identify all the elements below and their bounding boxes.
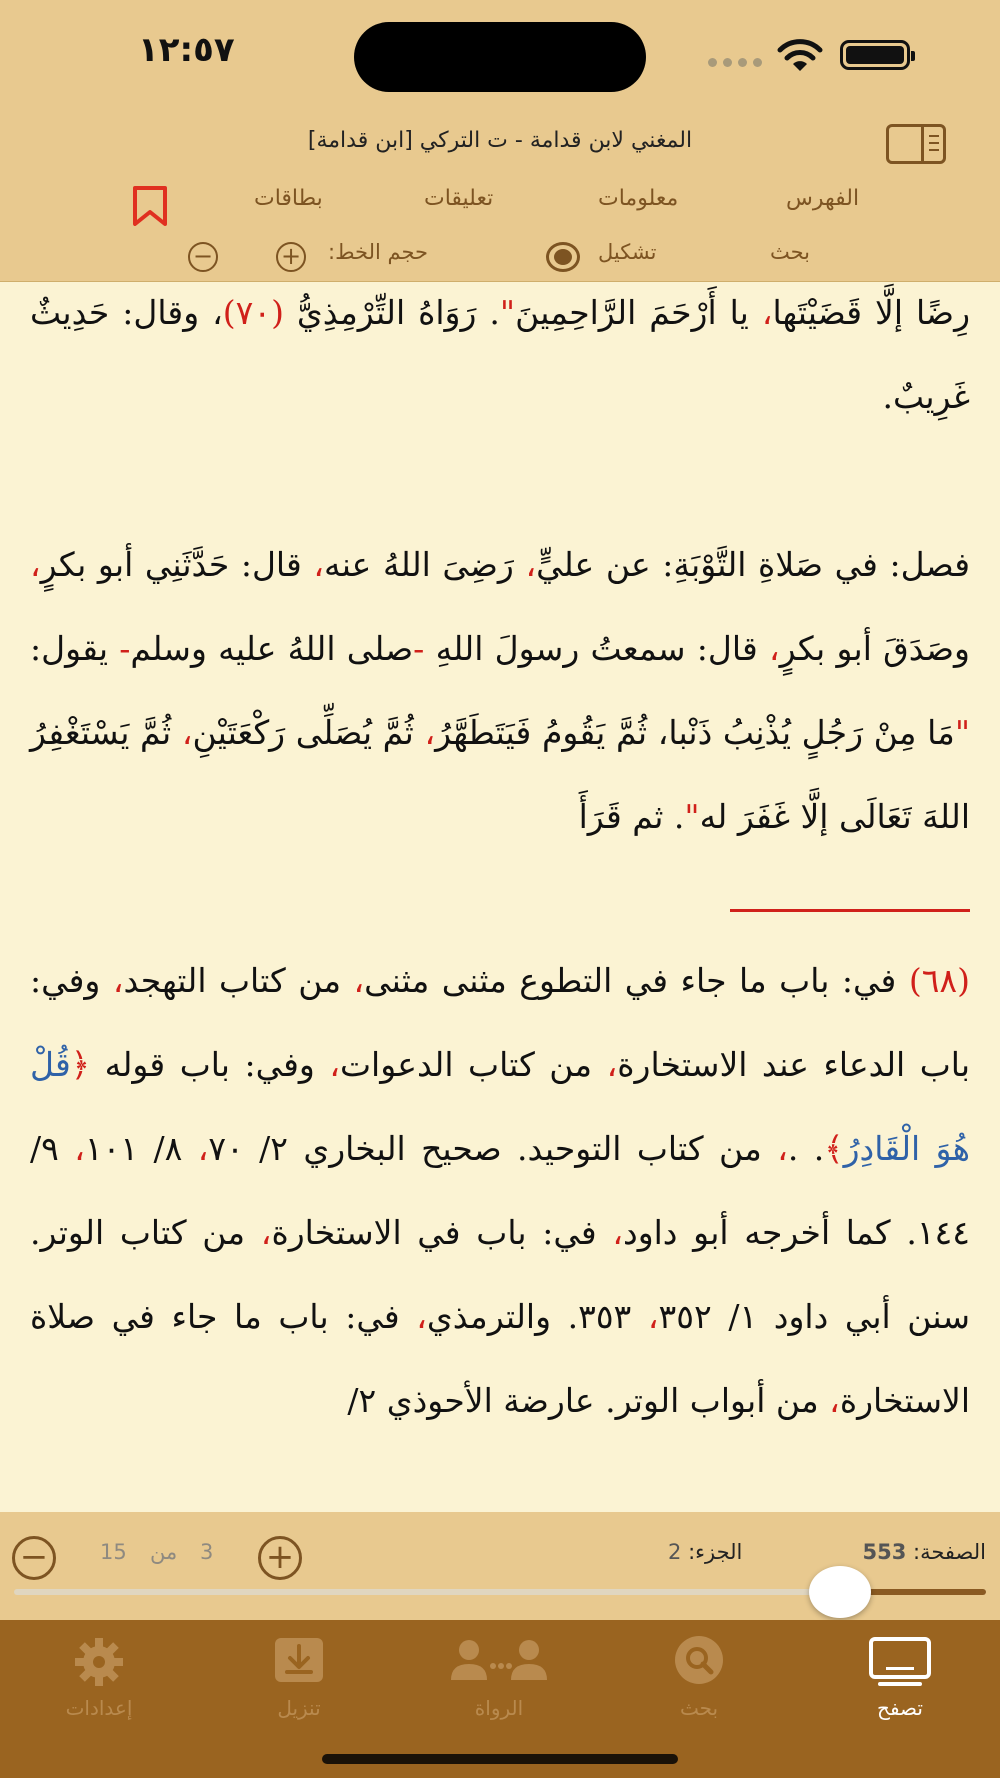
home-indicator	[322, 1754, 678, 1764]
range-current: 3	[200, 1540, 214, 1564]
search-icon	[671, 1636, 727, 1688]
nav-info[interactable]: معلومات	[598, 186, 679, 211]
diacritics-toggle[interactable]	[546, 242, 580, 272]
tab-narrators-label: الرواة	[474, 1696, 524, 1720]
diacritics-label: تشكيل	[598, 240, 657, 264]
tab-browse-label: تصفح	[877, 1696, 923, 1720]
part-label: الجزء: 2	[668, 1540, 743, 1564]
footnote-number: (٦٨)	[908, 961, 971, 1000]
tab-download-label: تنزيل	[277, 1696, 321, 1720]
range-total: 15	[100, 1540, 127, 1564]
part-number: 2	[668, 1540, 682, 1564]
status-bar	[0, 0, 1000, 110]
tab-search[interactable]	[634, 1636, 764, 1720]
tab-bar	[0, 1620, 1000, 1778]
nav-index[interactable]: الفهرس	[786, 186, 860, 211]
next-part-button[interactable]: +	[258, 1536, 302, 1580]
settings-gear-icon	[73, 1636, 125, 1688]
download-icon	[273, 1636, 325, 1688]
range-of: من	[150, 1540, 178, 1564]
browse-icon	[868, 1636, 932, 1688]
nav-cards[interactable]: بطاقات	[254, 186, 323, 211]
page-label: الصفحة: 553	[862, 1540, 986, 1564]
tab-browse[interactable]	[835, 1636, 965, 1720]
book-title: المغني لابن قدامة - ت التركي [ابن قدامة]	[307, 128, 693, 153]
dynamic-island	[354, 22, 646, 92]
paragraph-2: فصل: في صَلاةِ التَّوْبَةِ: عن عليٍّ، رَضِىَ اللهُ عنه، قال: حَدَّثَنِي أبو بكرٍ، وصَدَقَ أبو بكرٍ، قال: سمعتُ رسولَ اللهِ -صلى اللهُ عليه وسلم- يقول: "مَا مِنْ رَجُلٍ يُذْنِبُ ذَنْبا، ثُمَّ يَقُومُ فَيَتَطَهَّرُ، ثُمَّ يُصَلِّى رَكْعَتَيْنِ، ثُمَّ يَسْتَغْفِرُ اللهَ تَعَالَى إلَّا غَفَرَ له". ثم قَرَأَ	[30, 545, 971, 836]
tools-row	[0, 240, 1000, 276]
cellular-signal-icon	[708, 58, 762, 67]
footnote: (٦٨) في: باب ما جاء في التطوع مثنى مثنى، من كتاب التهجد، وفي: باب الدعاء عند الاستخارة، من كتاب الدعوات، وفي: باب قوله ﴿قُلْ هُوَ الْقَادِرُ﴾. .، من كتاب التوحيد. صحيح البخاري ٢/ ٧٠، ٨/ ١٠١، ٩/ ١٤٤. كما أخرجه أبو داود، في: باب في الاستخارة، من كتاب الوتر. سنن أبي داود ١/ ٣٥٢، ٣٥٣. والترمذي، في: باب ما جاء في صلاة الاستخارة، من أبواب الوتر. عارضة الأحوذي ٢/	[30, 961, 971, 1420]
tab-download[interactable]	[234, 1636, 364, 1720]
tab-settings[interactable]	[34, 1636, 164, 1720]
font-size-label: حجم الخط:	[328, 240, 428, 264]
reader-content	[0, 283, 1000, 1512]
font-decrease-button[interactable]: −	[188, 242, 218, 272]
nav-comments[interactable]: تعليقات	[424, 186, 494, 211]
font-increase-button[interactable]: +	[276, 242, 306, 272]
paragraph-1: رِضًا إلَّا قَضَيْتَها، يا أَرْحَمَ الرَّاحِمِينَ". رَوَاهُ التِّرْمِذِيُّ (٧٠)، وقال: حَدِيثٌ غَرِيبٌ.	[30, 293, 971, 416]
tab-search-label: بحث	[679, 1696, 719, 1720]
header	[0, 0, 1000, 282]
battery-icon	[840, 40, 910, 70]
quran-quote: قُلْ هُوَ الْقَادِرُ	[30, 1045, 970, 1168]
page-number: 553	[862, 1540, 907, 1564]
tab-settings-label: إعدادات	[65, 1696, 133, 1720]
narrators-icon	[449, 1636, 549, 1688]
sidebar-toggle-icon[interactable]	[886, 124, 946, 164]
footnote-ref[interactable]: (٧٠)	[222, 293, 284, 332]
tab-narrators[interactable]	[434, 1636, 564, 1720]
page-slider-thumb[interactable]	[809, 1566, 871, 1618]
status-time: ١٢:٥٧	[138, 30, 235, 70]
wifi-icon	[776, 38, 824, 74]
search-toggle[interactable]: بحث	[770, 240, 811, 264]
footnote-divider	[730, 909, 970, 912]
previous-part-button[interactable]: −	[12, 1536, 56, 1580]
bookmark-icon[interactable]	[132, 186, 168, 226]
